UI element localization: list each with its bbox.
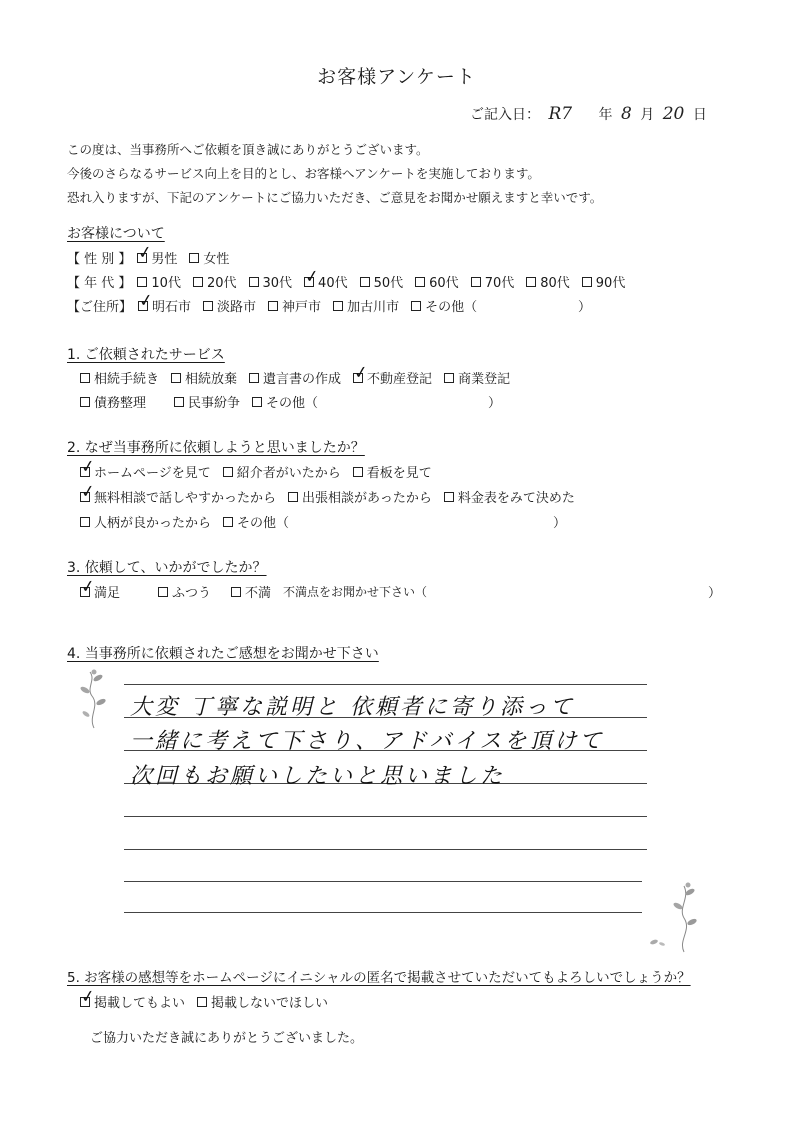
- option-label: 遺言書の作成: [263, 372, 342, 387]
- checkmark-icon: ✓: [352, 361, 370, 384]
- checkbox-icon[interactable]: [360, 277, 370, 287]
- option-label: ホームページを見て: [94, 466, 211, 481]
- vine-flourish-icon: [644, 880, 704, 955]
- age-option-40[interactable]: [303, 265, 348, 291]
- q3-heading: 3. 依頼して、いかがでしたか？: [67, 560, 267, 576]
- checkbox-icon[interactable]: [79, 480, 97, 503]
- checkbox-icon[interactable]: [353, 467, 363, 477]
- answer-text-line-1[interactable]: 大変 丁寧な説明と 依頼者に寄り添って: [130, 695, 575, 720]
- q4-heading: 4. 当事務所に依頼されたご感想をお聞かせ下さい: [67, 646, 379, 662]
- date-year-unit: 年: [598, 107, 613, 123]
- age-row: [67, 265, 637, 291]
- option-label: 出張相談があったから: [302, 491, 432, 506]
- checkbox-icon[interactable]: [288, 492, 298, 502]
- reason-option-signboard[interactable]: [353, 462, 432, 481]
- checkbox-icon[interactable]: [231, 587, 241, 597]
- option-label: 商業登記: [458, 372, 511, 387]
- checkbox-icon[interactable]: [415, 277, 425, 287]
- date-day-unit: 日: [692, 107, 707, 123]
- option-label: 10代: [151, 276, 181, 291]
- option-label: 看板を見て: [366, 466, 432, 481]
- checkbox-icon[interactable]: [189, 253, 199, 263]
- checkmark-icon: ✓: [79, 985, 97, 1008]
- checkbox-icon[interactable]: [80, 397, 90, 407]
- reason-option-price[interactable]: [444, 487, 575, 506]
- checkbox-icon[interactable]: [268, 301, 278, 311]
- intro-line-1: この度は、当事務所へご依頼を頂き誠にありがとうございます。: [67, 142, 429, 157]
- age-option-70[interactable]: [471, 272, 515, 291]
- q2-row-2: [79, 480, 587, 506]
- age-option-60[interactable]: [415, 272, 459, 291]
- publish-option-yes[interactable]: [79, 985, 186, 1011]
- service-option-debt[interactable]: [80, 392, 146, 411]
- q1-row-2: [80, 392, 330, 411]
- option-label: その他（: [237, 516, 290, 531]
- option-label: その他（: [266, 396, 319, 411]
- gender-label: 【 性 別 】: [67, 252, 132, 267]
- checkbox-icon[interactable]: [444, 373, 454, 383]
- checkbox-icon[interactable]: [193, 277, 203, 287]
- option-label: ふつう: [172, 586, 212, 601]
- option-label: 債務整理: [94, 396, 147, 411]
- option-label: 20代: [206, 276, 237, 291]
- intro-line-3: 恐れ入りますが、下記のアンケートにご協力いただき、ご意見をお聞かせ願えますと幸いです。: [67, 190, 603, 205]
- service-option-inheritance[interactable]: [80, 368, 159, 387]
- answer-text-line-3[interactable]: 次回もお願いしたいと思いました: [130, 764, 506, 789]
- option-label: 紹介者がいたから: [236, 466, 341, 481]
- age-option-20[interactable]: [193, 272, 237, 291]
- q2-row-3: [80, 512, 301, 531]
- date-month-unit: 月: [640, 107, 655, 123]
- checkbox-icon[interactable]: [137, 277, 147, 287]
- checkbox-icon[interactable]: [137, 289, 155, 312]
- option-label: 掲載してもよい: [94, 996, 186, 1011]
- publish-option-no[interactable]: [197, 992, 328, 1011]
- address-option-akashi[interactable]: [137, 289, 192, 315]
- date-line: [470, 104, 707, 124]
- option-label: 人柄が良かったから: [94, 516, 212, 531]
- checkbox-icon[interactable]: [174, 397, 184, 407]
- option-label: 加古川市: [347, 300, 400, 315]
- address-option-kakogawa[interactable]: [333, 296, 399, 315]
- option-label: 相続放棄: [185, 372, 238, 387]
- complaint-label: 不満点をお聞かせ下さい（: [283, 585, 428, 599]
- gender-option-male[interactable]: [137, 241, 178, 267]
- reason-option-personality[interactable]: [80, 512, 211, 531]
- checkbox-icon[interactable]: [582, 277, 592, 287]
- option-label: 神戸市: [282, 300, 322, 315]
- date-day[interactable]: 20: [662, 104, 685, 124]
- checkmark-icon: ✓: [303, 265, 321, 288]
- checkbox-icon[interactable]: [249, 373, 259, 383]
- reason-option-other[interactable]: [223, 512, 289, 531]
- address-row: [67, 289, 489, 315]
- option-label: 満足: [94, 586, 121, 601]
- date-year[interactable]: R7: [548, 104, 573, 124]
- gender-option-female[interactable]: [189, 248, 229, 267]
- checkmark-icon: ✓: [79, 455, 97, 478]
- option-label: 相続手続き: [94, 372, 160, 387]
- q5-heading: 5. お客様の感想等をホームページにイニシャルの匿名で掲載させていただいてもよろしいでしょうか？: [67, 970, 691, 986]
- answer-line: [124, 912, 642, 913]
- answer-line: [124, 816, 647, 817]
- reason-option-homepage[interactable]: [79, 455, 211, 481]
- age-option-50[interactable]: [360, 272, 404, 291]
- address-close-paren: ）: [578, 300, 592, 315]
- checkbox-icon[interactable]: [223, 467, 233, 477]
- satisfaction-option-normal[interactable]: [158, 582, 211, 601]
- page-title: お客様アンケート: [317, 66, 476, 88]
- address-option-other[interactable]: [411, 296, 477, 315]
- q1-heading: 1. ご依頼されたサービス: [67, 347, 225, 363]
- option-label: 70代: [484, 276, 515, 291]
- checkbox-icon[interactable]: [223, 517, 233, 527]
- service-option-will[interactable]: [249, 368, 341, 387]
- option-label: 料金表をみて決めた: [457, 491, 575, 506]
- checkbox-icon[interactable]: [80, 517, 90, 527]
- age-option-90[interactable]: [582, 272, 626, 291]
- answer-line: [124, 881, 642, 882]
- checkbox-icon[interactable]: [411, 301, 421, 311]
- checkbox-icon[interactable]: [444, 492, 454, 502]
- service-option-civil[interactable]: [174, 392, 240, 411]
- option-label: 女性: [203, 252, 230, 267]
- address-label: 【ご住所】: [67, 300, 133, 315]
- option-label: 無料相談で話しやすかったから: [94, 491, 277, 506]
- checkbox-icon[interactable]: [249, 277, 259, 287]
- customer-heading: お客様について: [67, 226, 165, 242]
- service-option-other[interactable]: [252, 392, 318, 411]
- checkbox-icon[interactable]: [303, 265, 321, 288]
- date-label: ご記入日：: [470, 107, 540, 123]
- service-option-realestate[interactable]: [352, 361, 433, 387]
- q2-close-paren: ）: [553, 516, 567, 531]
- option-label: 50代: [373, 276, 404, 291]
- age-option-10[interactable]: [137, 272, 181, 291]
- checkbox-icon[interactable]: [79, 575, 97, 598]
- answer-text-line-2[interactable]: 一緒に考えて下さり、アドバイスを頂けて: [130, 729, 605, 754]
- q3-row: [79, 575, 428, 601]
- reason-option-visit[interactable]: [288, 487, 432, 506]
- option-label: その他（: [425, 300, 478, 315]
- checkmark-icon: ✓: [79, 480, 97, 503]
- checkbox-icon[interactable]: [79, 455, 97, 478]
- q1-row-1: [80, 361, 522, 387]
- age-option-80[interactable]: [526, 272, 570, 291]
- service-option-commercial[interactable]: [444, 368, 510, 387]
- q2-row-1: [79, 455, 444, 481]
- option-label: 60代: [429, 276, 459, 291]
- vine-flourish-icon: [74, 668, 114, 730]
- checkbox-icon[interactable]: [526, 277, 536, 287]
- closing-message: ご協力いただき誠にありがとうございました。: [90, 1031, 364, 1046]
- service-option-renounce[interactable]: [171, 368, 237, 387]
- checkbox-icon[interactable]: [203, 301, 213, 311]
- satisfaction-option-dissatisfied[interactable]: [231, 582, 271, 601]
- q1-close-paren: ）: [488, 396, 502, 411]
- checkmark-icon: ✓: [137, 241, 154, 264]
- checkmark-icon: ✓: [79, 575, 97, 598]
- age-label: 【 年 代 】: [67, 276, 132, 291]
- intro-line-2: 今後のさらなるサービス向上を目的とし、お客様へアンケートを実施しております。: [67, 166, 540, 181]
- option-label: 淡路市: [217, 300, 257, 315]
- address-option-kobe[interactable]: [268, 296, 321, 315]
- reason-option-free-consult[interactable]: [79, 480, 277, 506]
- option-label: 40代: [318, 276, 348, 291]
- checkbox-icon[interactable]: [197, 997, 207, 1007]
- satisfaction-option-satisfied[interactable]: [79, 575, 121, 601]
- q2-heading: 2. なぜ当事務所に依頼しようと思いましたか？: [67, 440, 365, 456]
- option-label: 掲載しないでほしい: [211, 996, 329, 1011]
- checkbox-icon[interactable]: [79, 985, 97, 1008]
- checkbox-icon[interactable]: [333, 301, 343, 311]
- checkbox-icon[interactable]: [80, 373, 90, 383]
- option-label: 30代: [262, 276, 293, 291]
- checkbox-icon[interactable]: [471, 277, 481, 287]
- q5-row: [79, 985, 340, 1011]
- checkbox-icon[interactable]: [137, 241, 154, 264]
- answer-line: [124, 849, 647, 850]
- checkbox-icon[interactable]: [252, 397, 262, 407]
- option-label: 不動産登記: [367, 372, 433, 387]
- option-label: 90代: [595, 276, 626, 291]
- checkbox-icon[interactable]: [352, 361, 370, 384]
- option-label: 民事紛争: [188, 396, 241, 411]
- age-option-30[interactable]: [249, 272, 293, 291]
- option-label: 80代: [540, 276, 570, 291]
- checkbox-icon[interactable]: [171, 373, 181, 383]
- option-label: 男性: [151, 252, 178, 267]
- answer-line: [124, 684, 647, 685]
- address-option-awaji[interactable]: [203, 296, 256, 315]
- gender-row: [67, 241, 241, 267]
- option-label: 明石市: [152, 300, 192, 315]
- reason-option-referral[interactable]: [223, 462, 341, 481]
- checkmark-icon: ✓: [137, 289, 155, 312]
- q3-close-paren: ）: [708, 586, 722, 601]
- checkbox-icon[interactable]: [158, 587, 168, 597]
- date-month[interactable]: 8: [620, 104, 632, 124]
- option-label: 不満: [245, 586, 272, 601]
